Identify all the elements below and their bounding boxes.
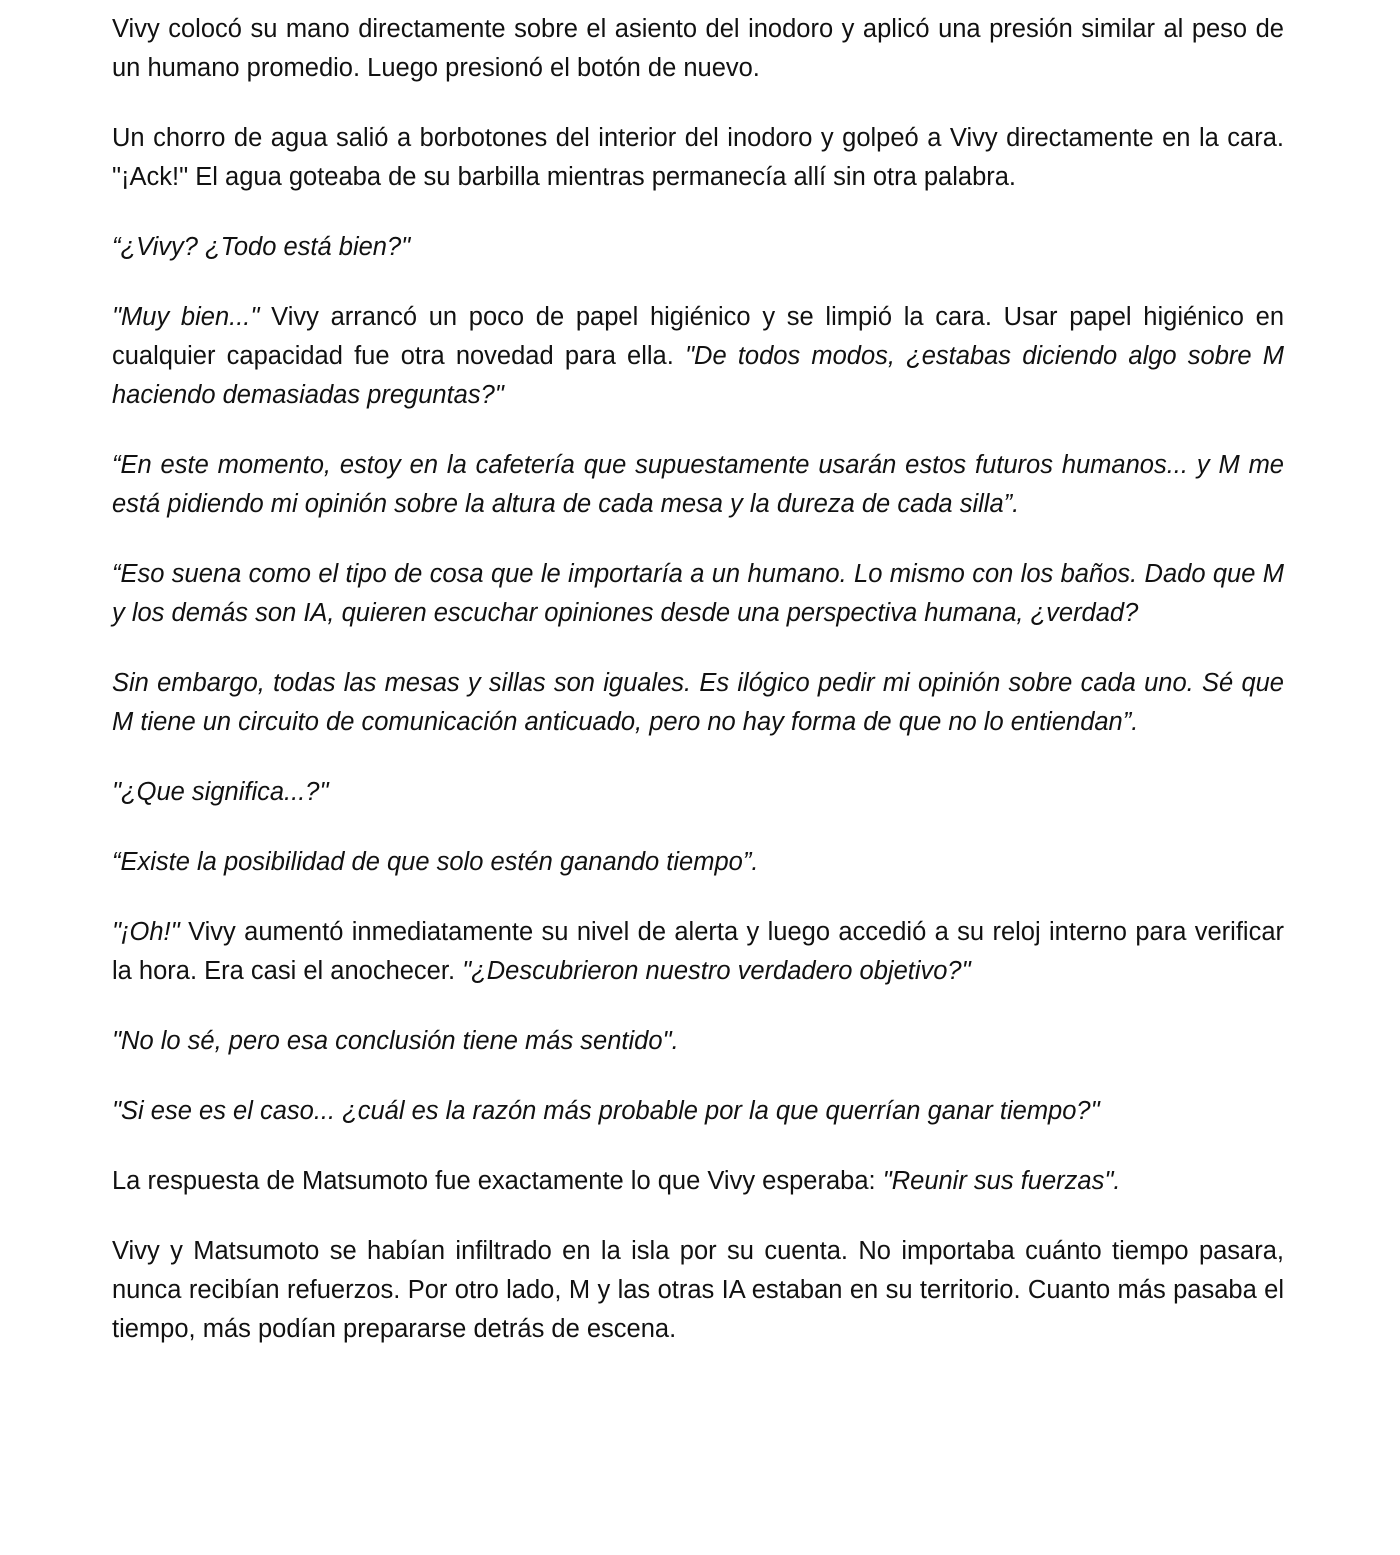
dialogue-text: "¿Que significa...?" — [112, 778, 329, 806]
paragraph — [112, 555, 1284, 633]
narration-text: Vivy colocó su mano directamente sobre el asiento del inodoro y aplicó una presión similar al peso de un humano promedio. Luego presionó el botón de nuevo. — [112, 15, 1284, 82]
paragraph — [112, 1022, 1284, 1061]
narration-text: Vivy aumentó inmediatamente su nivel de alerta y luego accedió a su reloj interno para verificar la hora. Era casi el anochecer. — [112, 918, 1284, 985]
dialogue-text: "Reunir sus fuerzas". — [882, 1167, 1121, 1195]
narration-text: Vivy arrancó un poco de papel higiénico y se limpió la cara. Usar papel higiénico en cualquier capacidad fue otra novedad para ella. — [112, 303, 1285, 370]
dialogue-text: “En este momento, estoy en la cafetería que supuestamente usarán estos futuros humanos... y M me está pidiendo mi opinión sobre la altura de cada mesa y la dureza de cada silla”. — [112, 451, 1284, 518]
paragraph — [112, 10, 1284, 88]
dialogue-text: Sin embargo, todas las mesas y sillas son iguales. Es ilógico pedir mi opinión sobre cada uno. Sé que M tiene un circuito de comunicación anticuado, pero no hay forma de que no lo entiendan”. — [112, 669, 1284, 736]
dialogue-text: "¿Descubrieron nuestro verdadero objetivo?" — [462, 957, 971, 985]
dialogue-text: "De todos modos, ¿estabas diciendo algo sobre M haciendo demasiadas preguntas?" — [112, 342, 1284, 409]
paragraph — [112, 119, 1284, 197]
dialogue-text: "Si ese es el caso... ¿cuál es la razón más probable por la que querrían ganar tiempo?" — [112, 1097, 1100, 1125]
dialogue-text: “¿Vivy? ¿Todo está bien?" — [112, 233, 411, 261]
paragraph — [112, 843, 1284, 882]
paragraph — [112, 1162, 1284, 1201]
paragraph — [112, 773, 1284, 812]
narration-text: Un chorro de agua salió a borbotones del interior del inodoro y golpeó a Vivy directamente en la cara. "¡Ack!" El agua goteaba de su barbilla mientras permanecía allí sin otra palabra. — [112, 124, 1284, 191]
paragraph — [112, 913, 1284, 991]
paragraph — [112, 446, 1284, 524]
paragraph — [112, 664, 1284, 742]
narration-text: Vivy y Matsumoto se habían infiltrado en la isla por su cuenta. No importaba cuánto tiempo pasara, nunca recibían refuerzos. Por otro lado, M y las otras IA estaban en su territorio. Cuanto más pasaba el tiempo, más podían prepararse detrás de escena. — [112, 1237, 1284, 1343]
paragraph — [112, 1232, 1284, 1349]
dialogue-text: "Muy bien..." — [112, 303, 260, 331]
paragraph — [112, 1092, 1284, 1131]
narration-text: La respuesta de Matsumoto fue exactamente lo que Vivy esperaba: — [112, 1167, 883, 1195]
dialogue-text: "¡Oh!" — [112, 918, 180, 946]
paragraph — [112, 228, 1284, 267]
paragraph — [112, 298, 1284, 415]
dialogue-text: “Existe la posibilidad de que solo estén ganando tiempo”. — [112, 848, 759, 876]
dialogue-text: "No lo sé, pero esa conclusión tiene más sentido". — [112, 1027, 679, 1055]
document-page — [112, 10, 1284, 1349]
dialogue-text: “Eso suena como el tipo de cosa que le importaría a un humano. Lo mismo con los baños. Dado que M y los demás son IA, quieren escuchar opiniones desde una perspectiva humana, ¿verdad? — [112, 560, 1284, 627]
